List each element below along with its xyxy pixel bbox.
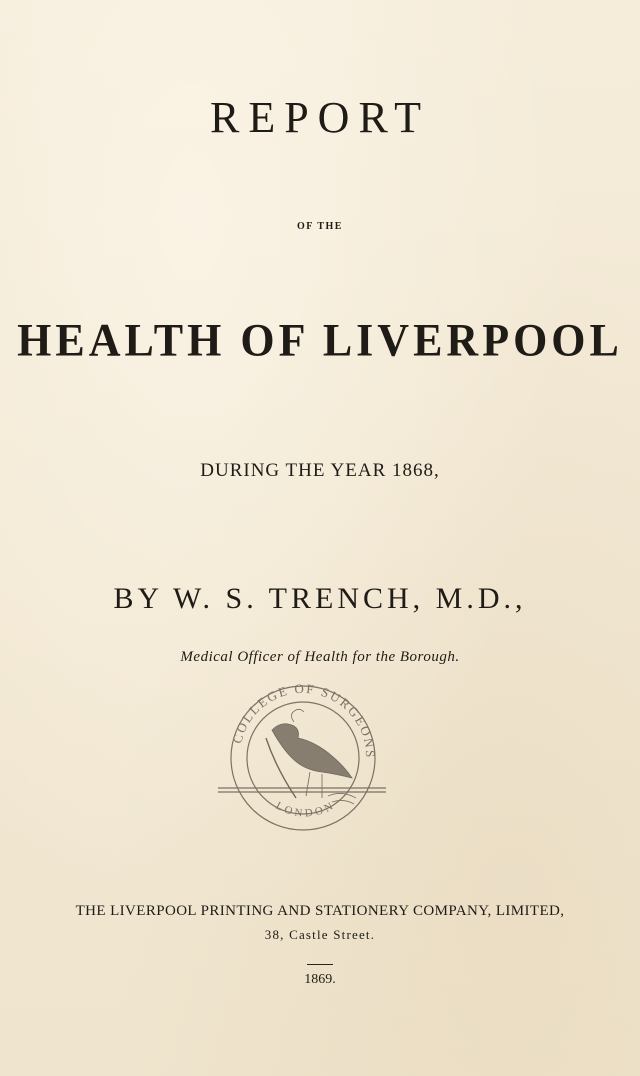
period-text: DURING THE YEAR 1868, <box>200 460 440 481</box>
author-line: BY W. S. TRENCH, M.D., <box>113 582 527 615</box>
publisher-address: 38, Castle Street. <box>264 927 376 942</box>
subject-title: HEALTH OF LIVERPOOL <box>17 314 623 367</box>
author-title: Medical Officer of Health for the Borough. <box>180 649 460 665</box>
publisher-text: THE LIVERPOOL PRINTING AND STATIONERY COMPANY, LIMITED, <box>75 903 565 919</box>
divider-rule <box>307 964 333 965</box>
report-heading: REPORT <box>209 93 431 142</box>
library-stamp-icon <box>210 668 396 836</box>
svg-text:LONDON: LONDON <box>273 799 338 820</box>
of-the-text: OF THE <box>297 221 343 232</box>
svg-text:COLLEGE OF SURGEONS: COLLEGE OF SURGEONS <box>229 680 379 760</box>
publication-year: 1869. <box>304 972 336 987</box>
